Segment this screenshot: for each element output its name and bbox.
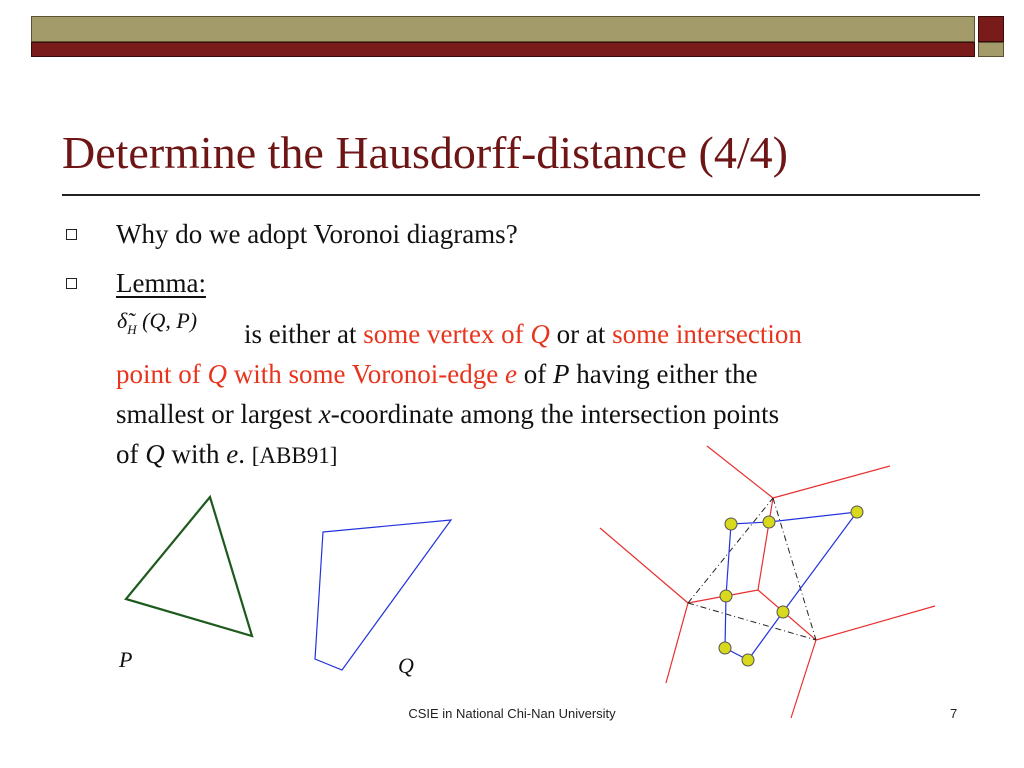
vertex-point	[742, 654, 754, 666]
lemma-fragment: e	[226, 439, 239, 469]
formula-args: (Q, P)	[142, 308, 198, 333]
lemma-fragment: of	[516, 359, 553, 389]
label-q: Q	[398, 653, 414, 678]
intersection-vertices	[719, 506, 863, 666]
bullet-text-2: Lemma:	[116, 268, 206, 298]
lemma-fragment: Q	[145, 439, 165, 469]
lemma-fragment: of	[116, 439, 146, 469]
lemma-fragment: Q	[530, 319, 550, 349]
bullet-text-1: Why do we adopt Voronoi diagrams?	[116, 219, 518, 249]
label-p: P	[119, 647, 133, 672]
polygon-p	[126, 497, 252, 636]
polygon-q	[315, 520, 451, 670]
lemma-fragment: point of	[116, 359, 208, 389]
lemma-fragment: e	[504, 359, 517, 389]
lemma-fragment: some intersection	[612, 319, 802, 349]
vertex-point	[719, 642, 731, 654]
voronoi-blue-polygon	[725, 512, 857, 660]
footer-text: CSIE in National Chi-Nan University	[408, 706, 616, 721]
lemma-fragment: with some Voronoi-edge	[227, 359, 505, 389]
lemma-fragment: x	[318, 399, 331, 429]
vertex-point	[763, 516, 775, 528]
page-number: 7	[950, 706, 958, 721]
vertex-point	[720, 590, 732, 602]
lemma-fragment: or at	[549, 319, 613, 349]
vertex-point	[851, 506, 863, 518]
formula-delta: δ̃	[117, 308, 128, 333]
lemma-fragment: some vertex of	[363, 319, 531, 349]
lemma-fragment: P	[552, 359, 570, 389]
lemma-fragment: smallest or largest	[116, 399, 319, 429]
lemma-fragment: [ABB91]	[251, 443, 338, 468]
lemma-fragment: .	[238, 439, 252, 469]
slide-title: Determine the Hausdorff-distance (4/4)	[62, 127, 788, 178]
lemma-fragment: having either the	[569, 359, 758, 389]
lemma-fragment: -coordinate among the intersection points	[330, 399, 780, 429]
vertex-point	[725, 518, 737, 530]
lemma-fragment: Q	[207, 359, 227, 389]
formula-subscript: H	[127, 322, 137, 337]
lemma-fragment: is either at	[244, 319, 364, 349]
voronoi-edges	[600, 446, 935, 718]
lemma-fragment: with	[164, 439, 227, 469]
vertex-point	[777, 606, 789, 618]
